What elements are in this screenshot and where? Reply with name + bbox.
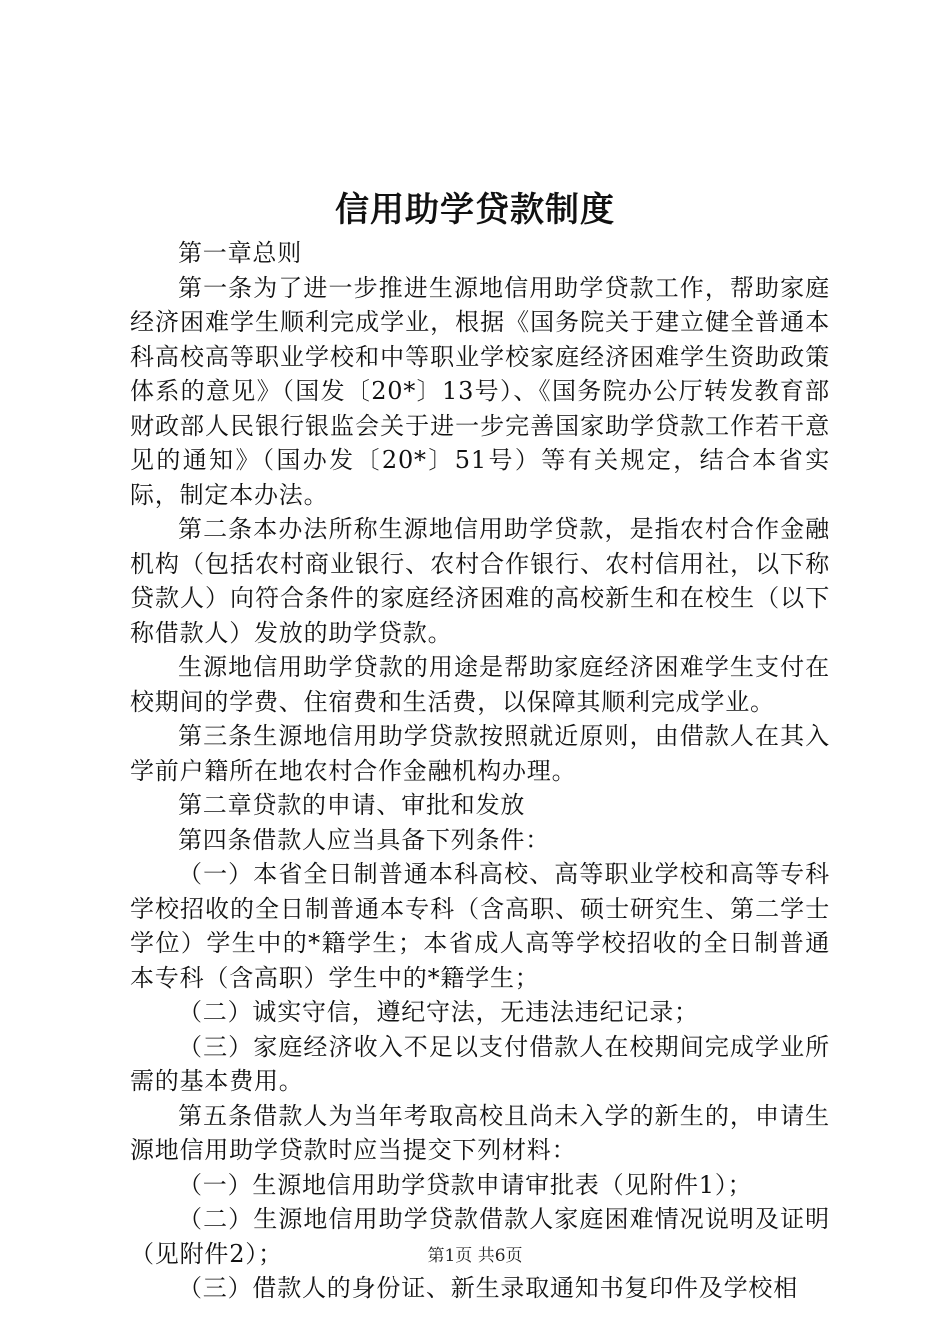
page-footer: 第1页 共6页 — [427, 1246, 523, 1266]
list-item: （二）生源地信用助学贷款借款人家庭困难情况说明及证明（见附件2）； — [130, 1205, 830, 1268]
list-item: （一）本省全日制普通本科高校、高等职业学校和高等专科学校招收的全日制普通本专科（含高职、硕士研究生、第二学士学位）学生中的*籍学生；本省成人高等学校招收的全日制普通本专科（含高职）学生中的*籍学生； — [130, 860, 830, 992]
chapter-heading: 第二章贷款的申请、审批和发放 — [178, 791, 526, 819]
document-body — [130, 236, 830, 1306]
article-paragraph: 第三条生源地信用助学贷款按照就近原则，由借款人在其入学前户籍所在地农村合作金融机构办理。 — [130, 722, 830, 785]
list-item: （三）家庭经济收入不足以支付借款人在校期间完成学业所需的基本费用。 — [130, 1032, 830, 1095]
article-paragraph: 第四条借款人应当具备下列条件： — [178, 825, 550, 854]
document-title: 信用助学贷款制度 — [335, 190, 615, 230]
article-paragraph: 第二条本办法所称生源地信用助学贷款，是指农村合作金融机构（包括农村商业银行、农村合作银行、农村信用社，以下称贷款人）向符合条件的家庭经济困难的高校新生和在校生（以下称借款人）发放的助学贷款。 — [130, 515, 830, 647]
list-item: （一）生源地信用助学贷款申请审批表（见附件1）； — [178, 1170, 753, 1199]
list-item: （二）诚实守信，遵纪守法，无违法违纪记录； — [178, 998, 699, 1026]
list-item: （三）借款人的身份证、新生录取通知书复印件及学校相 — [178, 1274, 798, 1302]
chapter-heading: 第一章总则 — [178, 239, 302, 267]
article-paragraph: 生源地信用助学贷款的用途是帮助家庭经济困难学生支付在校期间的学费、住宿费和生活费，以保障其顺利完成学业。 — [130, 653, 830, 716]
article-paragraph: 第一条为了进一步推进生源地信用助学贷款工作，帮助家庭经济困难学生顺利完成学业，根据《国务院关于建立健全普通本科高校高等职业学校和中等职业学校家庭经济困难学生资助政策体系的意见》（国发〔20*〕13号）、《国务院办公厅转发教育部财政部人民银行银监会关于进一步完善国家助学贷款工作若干意见的通知》（国办发〔20*〕51号）等有关规定，结合本省实际，制定本办法。 — [130, 273, 830, 509]
article-paragraph: 第五条借款人为当年考取高校且尚未入学的新生的，申请生源地信用助学贷款时应当提交下列材料： — [130, 1101, 830, 1164]
